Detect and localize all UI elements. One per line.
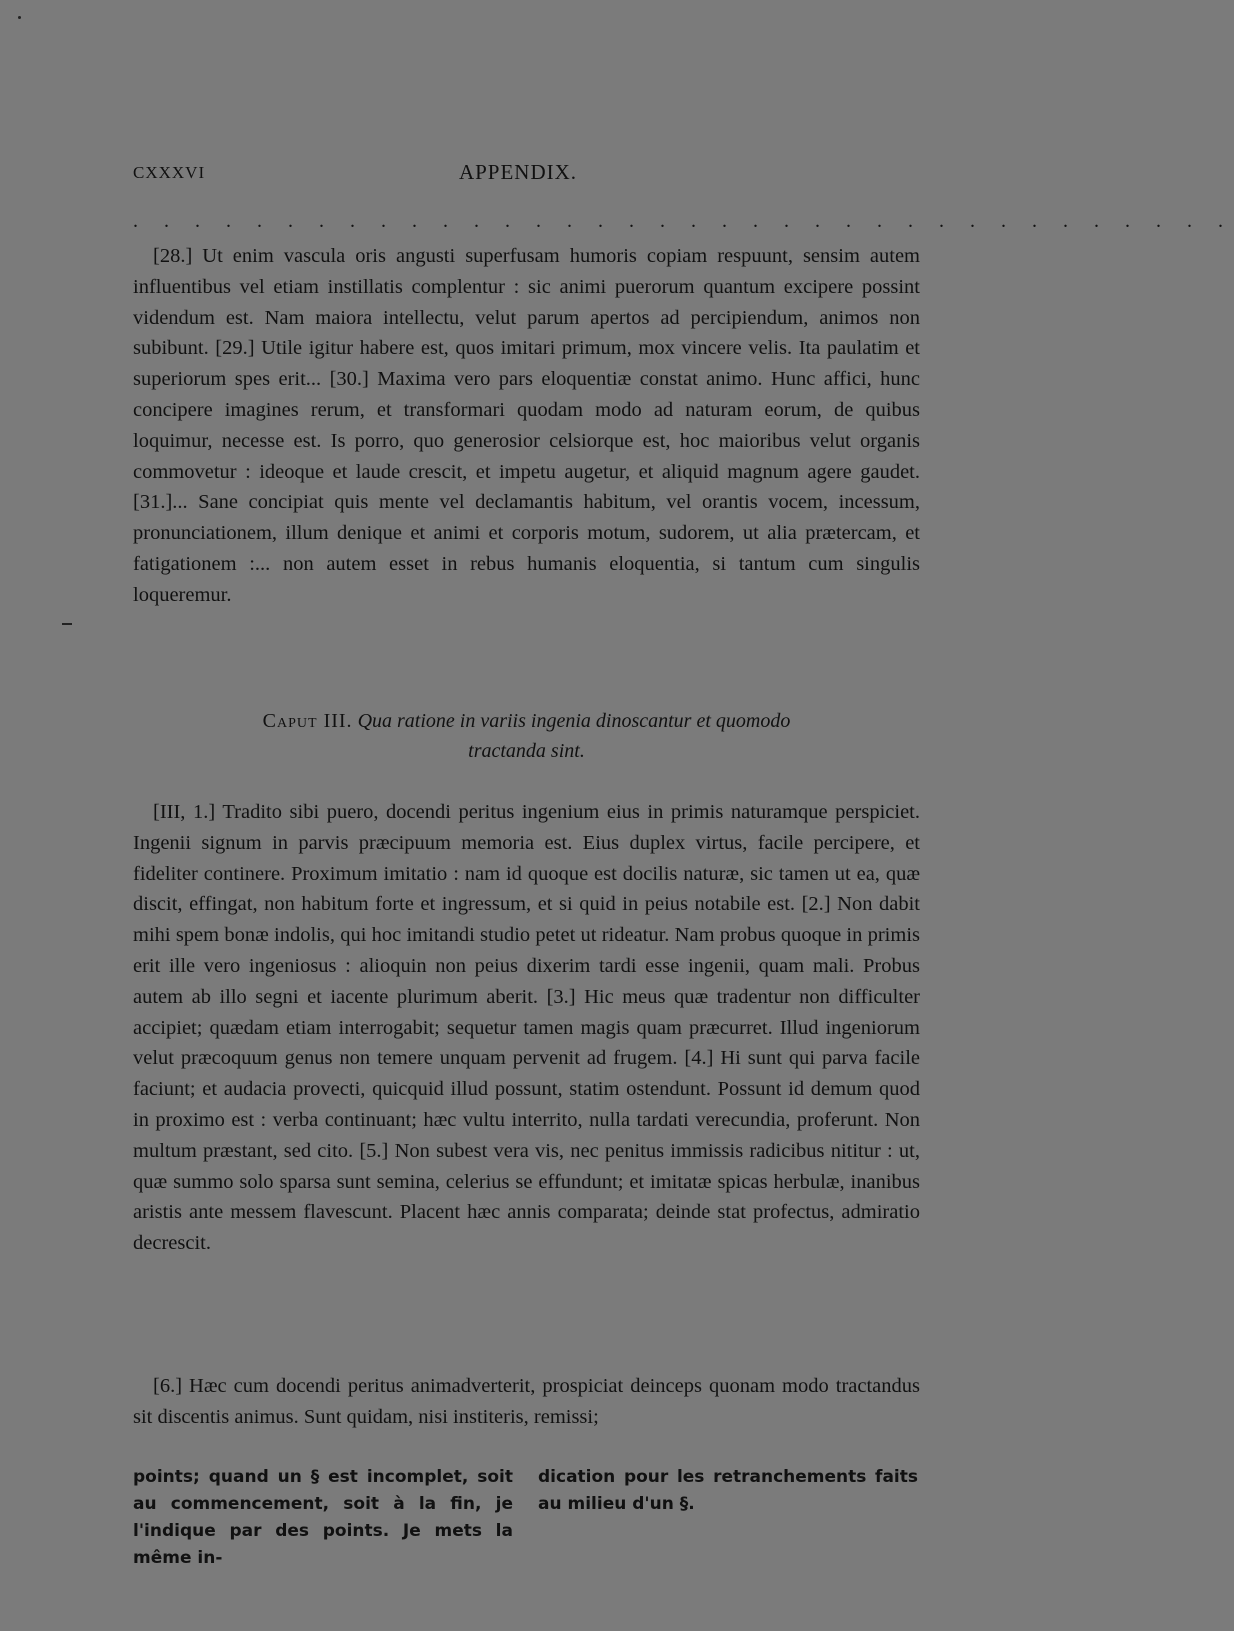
paragraph-iii-1-5: [III, 1.] Tradito sibi puero, docendi peritus ingenium eius in primis naturamque perspiciet. Ingenii signum in parvis præcipuum memoria est. Eius duplex virtus, facile percipere, et fideliter continere. Proximum imitatio : nam id quoque est docilis naturæ, sic tamen ut ea, quæ discit, effingat, non habitum forte et ingressum, et si quid in peius notabile est. [2.] Non dabit mihi spem bonæ indolis, qui hoc imitandi studio petet ut rideatur. Nam probus quoque in primis erit ille vero ingeniosus : alioquin non peius dixerim tardi esse ingenii, quam mali. Probus autem ab illo segni et iacente plurimum aberit. [3.] Hic meus quæ tradentur non difficulter accipiet; quædam etiam interrogabit; sequetur tamen magis quam præcurret. Illud ingeniorum velut præcoquum genus non temere unquam pervenit ad frugem. [4.] Hi sunt qui parva facile faciunt; et audacia provecti, quicquid illud possunt, statim ostendunt. Possunt id demum quod in proximo est : verba continuant; hæc vultu interrito, nulla tardati verecundia, proferunt. Non multum præstant, sed cito. [5.] Non subest vera vis, nec penitus immissis radicibus nititur : ut, quæ summo solo sparsa sunt semina, celerius se effundunt; et imitatæ spicas herbulæ, inanibus aristis ante messem flavescunt. Placent hæc annis comparata; deinde stat profectus, admiratio decrescit. bbox=[133, 801, 920, 1255]
paragraph-28-31: [28.] Ut enim vascula oris angusti superfusam humoris copiam respuunt, sensim autem influentibus vel etiam instillatis complentur : sic animi puerorum quantum excipere possint videndum est. Nam maiora intellectu, velut parum apertos ad percipiendum, animos non subibunt. [29.] Utile igitur habere est, quos imitari primum, mox vincere velis. Ita paulatim et superiorum spes erit... [30.] Maxima vero pars eloquentiæ constat animo. Hunc affici, hunc concipere imagines rerum, et transformari quodam modo ad naturam eorum, de quibus loquimur, necesse est. Is porro, quo generosior celsiorque est, hoc maioribus velut organis commovetur : ideoque et laude crescit, et impetu augetur, et aliquid magnum agere gaudet. [31.]... Sane concipiat quis mente vel declamantis habitum, vel orantis vocem, incessum, pronunciationem, illum denique et animi et corporis motum, sudorem, ut alia prætercam, et fatigationem :... non autem esset in rebus humanis eloquentia, si tantum cum singulis loqueremur. bbox=[133, 245, 920, 606]
page-number: CXXXVI bbox=[133, 163, 206, 182]
footnote-right-column: dication pour les retranchements faits au milieu d'un §. bbox=[538, 1467, 918, 1514]
text-block-section-2 bbox=[133, 797, 920, 1259]
text-block-section-1 bbox=[133, 241, 920, 611]
chapter-heading bbox=[133, 706, 920, 766]
margin-dash-mark bbox=[62, 623, 72, 625]
paragraph-6: [6.] Hæc cum docendi peritus animadverterit, prospiciat deinceps quonam modo tractandus sit discentis animus. Sunt quidam, nisi institeris, remissi; bbox=[133, 1375, 920, 1428]
running-header bbox=[133, 160, 903, 191]
text-block-section-3 bbox=[133, 1371, 920, 1433]
running-title: APPENDIX. bbox=[458, 160, 578, 184]
margin-dot-mark bbox=[18, 16, 21, 19]
chapter-label: Caput III. bbox=[262, 710, 353, 732]
chapter-title-line-1: Qua ratione in variis ingenia dinoscantur et quomodo bbox=[357, 710, 791, 732]
omission-dots: . . . . . . . . . . . . . . . . . . . . . . . . . . . . . . . . . . . . bbox=[133, 210, 1234, 232]
chapter-title-line-2: tractanda sint. bbox=[468, 740, 585, 762]
footnote-left-column: points; quand un § est incomplet, soit au commencement, soit à la fin, je l'indique par des points. Je mets la même in- bbox=[133, 1467, 513, 1568]
